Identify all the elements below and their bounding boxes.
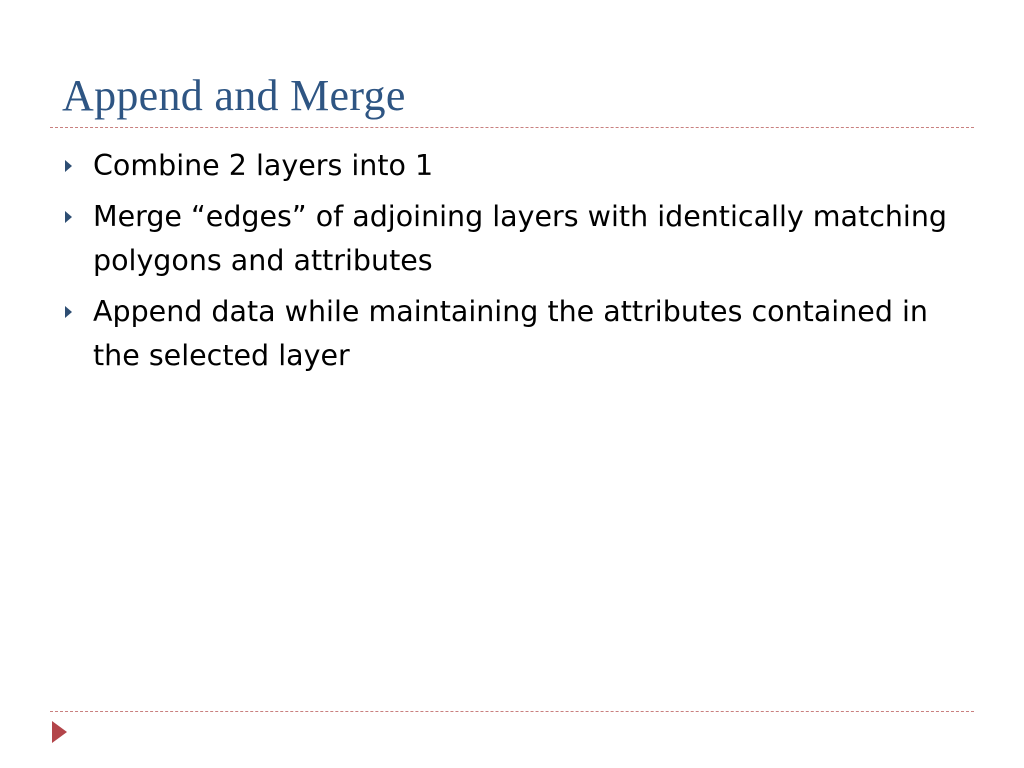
list-item [62,290,972,378]
title-divider [50,127,974,128]
triangle-right-icon [65,211,72,223]
bullet-text: Merge “edges” of adjoining layers with identically matching polygons and attributes [93,200,947,277]
slide-title: Append and Merge [62,71,406,120]
footer-divider [50,711,974,712]
bullet-list [62,144,972,385]
bullet-text: Combine 2 layers into 1 [93,149,434,182]
bullet-text: Append data while maintaining the attributes contained in the selected layer [93,295,928,372]
list-item [62,195,972,283]
play-triangle-icon [52,721,67,743]
triangle-right-icon [65,160,72,172]
list-item [62,144,972,188]
triangle-right-icon [65,306,72,318]
